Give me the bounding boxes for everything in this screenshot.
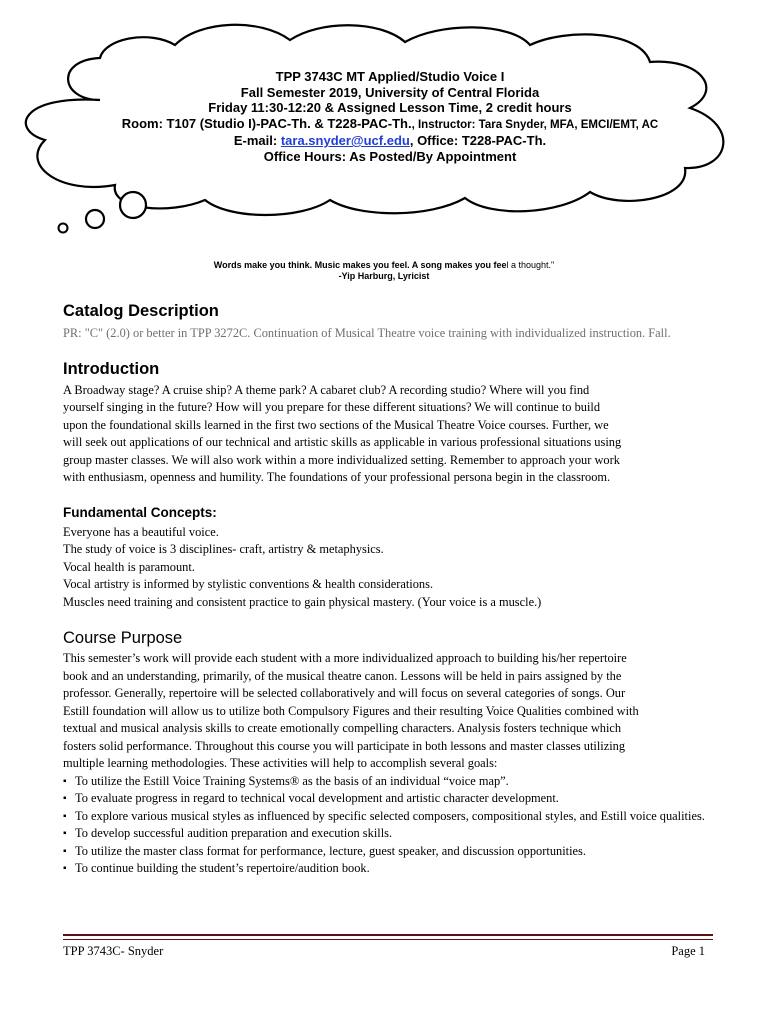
introduction-text bbox=[63, 382, 711, 487]
footer-divider bbox=[63, 934, 713, 940]
purpose-line: book and an understanding, primarily, of the musical theatre canon. Lessons will be held in pairs assigned by the bbox=[63, 668, 622, 683]
intro-line: with enthusiasm, openness and humility. The foundations of your professional persona begin in the classroom. bbox=[63, 470, 611, 484]
goal-item: ▪ To utilize the master class format for performance, lecture, guest speaker, and discussion opportunities. bbox=[63, 843, 711, 861]
purpose-text bbox=[63, 650, 711, 773]
semester-line: Fall Semester 2019, University of Central Florida bbox=[240, 84, 540, 100]
email-label: E-mail: bbox=[233, 133, 281, 148]
fundamentals-heading: Fundamental Concepts: bbox=[63, 504, 217, 520]
intro-line: will seek out applications of our technical and artistic skills as applicable in various professional situations using bbox=[63, 435, 622, 449]
fundamental-item: Everyone has a beautiful voice. bbox=[63, 524, 219, 539]
room-line bbox=[120, 116, 660, 134]
room-text: Room: T107 (Studio I)-PAC-Th. & T228-PAC-Th. bbox=[121, 115, 412, 131]
instructor-text: , Instructor: Tara Snyder, MFA, EMCI/EMT, AC bbox=[411, 118, 659, 131]
thought-bubble-large bbox=[120, 192, 146, 218]
catalog-text: PR: "C" (2.0) or better in TPP 3272C. Continuation of Musical Theatre voice training with individualized instruction. Fall. bbox=[63, 326, 671, 340]
course-header bbox=[120, 69, 660, 164]
catalog-heading: Catalog Description bbox=[63, 302, 219, 320]
quote-thin: l a thought." bbox=[506, 260, 555, 270]
office-hours-line: Office Hours: As Posted/By Appointment bbox=[263, 148, 517, 164]
schedule-line: Friday 11:30-12:20 & Assigned Lesson Time, 2 credit hours bbox=[208, 100, 572, 115]
email-line bbox=[120, 133, 660, 149]
fundamental-item: Muscles need training and consistent practice to gain physical mastery. (Your voice is a muscle.) bbox=[63, 594, 542, 609]
purpose-line: fosters solid performance. Throughout this course you will participate in both lessons and master classes utilizing bbox=[63, 738, 626, 753]
quote-attribution: -Yip Harburg, Lyricist bbox=[338, 271, 430, 281]
purpose-line: Estill foundation will allow us to utilize both Compulsory Figures and their resulting Voice Qualities combined with bbox=[63, 703, 639, 718]
footer-course: TPP 3743C- Snyder bbox=[63, 944, 164, 958]
thought-bubble-small bbox=[59, 224, 68, 233]
fundamentals-list bbox=[63, 524, 711, 612]
goal-item: ▪ To evaluate progress in regard to technical vocal development and artistic character development. bbox=[63, 790, 711, 808]
office-text: , Office: T228-PAC-Th. bbox=[409, 133, 547, 148]
introduction-heading: Introduction bbox=[63, 359, 160, 378]
epigraph-quote bbox=[60, 260, 708, 282]
fundamental-item: Vocal artistry is informed by stylistic conventions & health considerations. bbox=[63, 577, 434, 591]
intro-line: group master classes. We will also work within a more individualized setting. Remember to approach your work bbox=[63, 452, 620, 467]
thought-bubble-medium bbox=[86, 210, 104, 228]
quote-bold: Words make you think. Music makes you feel. A song makes you fee bbox=[213, 260, 507, 270]
course-title: TPP 3743C MT Applied/Studio Voice I bbox=[275, 69, 505, 84]
page-number: Page 1 bbox=[671, 944, 705, 958]
goal-item: ▪ To continue building the student’s repertoire/audition book. bbox=[63, 860, 711, 878]
intro-line: upon the foundational skills learned in the first two sections of the Musical Theatre Voice courses. Further, we bbox=[63, 417, 609, 432]
purpose-heading: Course Purpose bbox=[63, 629, 183, 647]
intro-line: A Broadway stage? A cruise ship? A theme park? A cabaret club? A recording studio? Where will you find bbox=[63, 382, 590, 397]
goals-list bbox=[63, 773, 711, 878]
quote-text bbox=[60, 260, 708, 271]
purpose-line: This semester’s work will provide each student with a more individualized approach to building his/her repertoire bbox=[63, 651, 627, 665]
goal-item: ▪ To develop successful audition preparation and execution skills. bbox=[63, 825, 711, 843]
purpose-line: textual and musical analysis skills to create emotionally compelling characters. Analysis fosters technique which bbox=[63, 721, 622, 735]
fundamental-item: Vocal health is paramount. bbox=[63, 559, 195, 574]
syllabus-body bbox=[63, 300, 711, 878]
intro-line: yourself singing in the future? How will you prepare for these different situations? We will continue to build bbox=[63, 400, 601, 414]
goal-item: ▪ To utilize the Estill Voice Training Systems® as the basis of an individual “voice map”. bbox=[63, 773, 711, 791]
fundamental-item: The study of voice is 3 disciplines- craft, artistry & metaphysics. bbox=[63, 542, 384, 556]
goal-item: ▪ To explore various musical styles as influenced by specific selected composers, compositional styles, and Estill voice qualities. bbox=[63, 808, 711, 826]
email-link[interactable]: tara.snyder@ucf.edu bbox=[280, 133, 410, 148]
purpose-line: professor. Generally, repertoire will be selected collaboratively and will focus on several categories of songs. Our bbox=[63, 686, 626, 700]
purpose-line: multiple learning methodologies. These activities will help to accomplish several goals: bbox=[63, 756, 498, 770]
